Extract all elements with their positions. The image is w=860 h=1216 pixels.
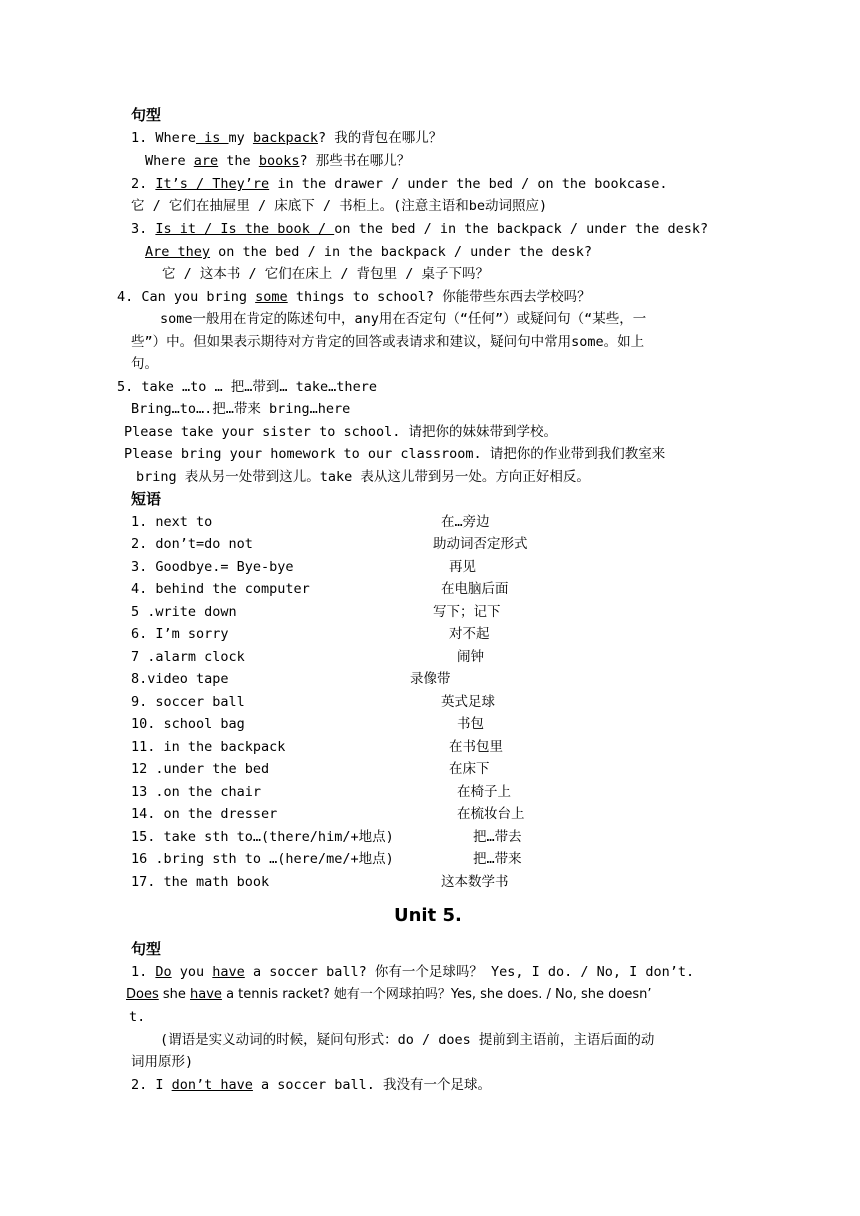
phrase-cn: 对不起 xyxy=(449,626,490,642)
unit5-sentence-1: 1. Do you have a soccer ball? 你有一个足球吗？ Yes, I do. / No, I don’t. xyxy=(131,964,695,980)
unit5-sentence-1b: Does she have a tennis racket? 她有一个网球拍吗？Yes, she does. / No, she doesn’ xyxy=(126,987,652,1002)
phrase-cn: 书包 xyxy=(457,716,484,732)
sentence-3a: 3. Is it / Is the book / on the bed / in the backpack / under the desk? xyxy=(131,221,709,237)
phrase-cn: 写下；记下 xyxy=(433,604,501,620)
unit5-note-line1: (谓语是实义动词的时候，疑问句形式：do / does 提前到主语前，主语后面的动 xyxy=(160,1032,655,1048)
sentence-3c: 它 / 这本书 / 它们在床上 / 背包里 / 桌子下吗？ xyxy=(162,266,490,282)
phrase-cn: 再见 xyxy=(449,559,476,575)
note-4-line1: some一般用在肯定的陈述句中，any用在否定句（“任何”）或疑问句（“某些，一 xyxy=(160,311,647,327)
phrase-en: 7 .alarm clock xyxy=(131,649,245,665)
phrase-cn: 在电脑后面 xyxy=(441,581,509,597)
note-4-line2: 些”）中。但如果表示期待对方肯定的回答或表请求和建议，疑问句中常用some。如上 xyxy=(131,334,645,350)
phrase-cn: 把…带来 xyxy=(473,851,522,867)
phrase-cn: 把…带去 xyxy=(473,829,522,845)
sentence-2a: 2. It’s / They’re in the drawer / under the bed / on the bookcase. xyxy=(131,176,668,192)
phrase-cn: 闹钟 xyxy=(457,649,484,665)
phrase-en: 14. on the dresser xyxy=(131,806,278,822)
sentence-3b: Are they on the bed / in the backpack / under the desk? xyxy=(145,244,593,260)
phrase-en: 6. I’m sorry xyxy=(131,626,229,642)
phrase-en: 5 .write down xyxy=(131,604,237,620)
phrase-en: 15. take sth to…(there/him/+地点) xyxy=(131,829,394,845)
phrase-en: 12 .under the bed xyxy=(131,761,270,777)
phrase-cn: 这本数学书 xyxy=(441,874,509,890)
phrase-en: 2. don’t=do not xyxy=(131,536,253,552)
phrase-cn: 在床下 xyxy=(449,761,490,777)
section-heading: 句型 xyxy=(131,106,162,124)
phrase-en: 17. the math book xyxy=(131,874,270,890)
phrase-en: 11. in the backpack xyxy=(131,739,286,755)
phrase-cn: 助动词否定形式 xyxy=(433,536,528,552)
phrase-en: 8.video tape xyxy=(131,671,229,687)
sentence-5b: Bring…to….把…带来 bring…here xyxy=(131,401,351,417)
note-4-line3: 句。 xyxy=(131,356,158,372)
phrase-cn: 在椅子上 xyxy=(457,784,511,800)
sentence-1a: 1. Where is my backpack? 我的背包在哪儿？ xyxy=(131,130,443,146)
sentence-1b: Where are the books? 那些书在哪儿？ xyxy=(145,153,411,169)
unit5-note-line2: 词用原形) xyxy=(131,1054,194,1070)
unit5-sentence-2: 2. I don’t have a soccer ball. 我没有一个足球。 xyxy=(131,1077,491,1093)
phrase-cn: 在梳妆台上 xyxy=(457,806,525,822)
sentence-5c: Please take your sister to school. 请把你的妹妹带到学校。 xyxy=(124,424,557,440)
phrase-cn: 在…旁边 xyxy=(441,514,490,530)
phrase-cn: 在书包里 xyxy=(449,739,503,755)
phrase-en: 10. school bag xyxy=(131,716,245,732)
phrase-cn: 英式足球 xyxy=(441,694,495,710)
phrase-en: 1. next to xyxy=(131,514,213,530)
phrase-en: 9. soccer ball xyxy=(131,694,245,710)
sentence-5: 5. take …to … 把…带到… take…there xyxy=(117,379,377,395)
sentence-4: 4. Can you bring some things to school? 你能带些东西去学校吗？ xyxy=(117,289,591,305)
sentence-5e: bring 表从另一处带到这儿。take 表从这儿带到另一处。方向正好相反。 xyxy=(136,469,590,485)
unit5-heading: 句型 xyxy=(131,940,162,958)
phrase-en: 13 .on the chair xyxy=(131,784,262,800)
phrase-cn: 录像带 xyxy=(410,671,451,687)
phrase-en: 16 .bring sth to …(here/me/+地点) xyxy=(131,851,394,867)
unit5-sentence-1c: t. xyxy=(129,1009,146,1025)
sentence-5d: Please bring your homework to our classroom. 请把你的作业带到我们教室来 xyxy=(124,446,666,462)
phrase-en: 4. behind the computer xyxy=(131,581,310,597)
sentence-2b: 它 / 它们在抽屉里 / 床底下 / 书柜上。(注意主语和be动词照应) xyxy=(131,198,548,214)
phrase-en: 3. Goodbye.= Bye-bye xyxy=(131,559,294,575)
phrases-heading: 短语 xyxy=(131,490,162,508)
unit-title: Unit 5. xyxy=(394,905,462,926)
